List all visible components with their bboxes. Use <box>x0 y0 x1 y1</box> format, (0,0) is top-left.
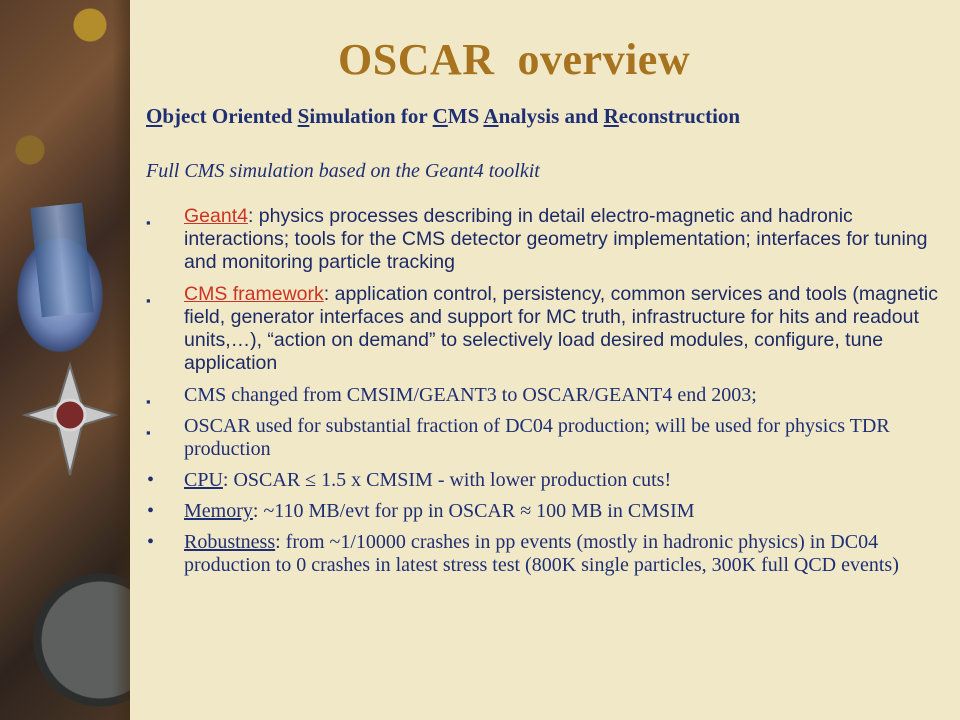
subtitle-text: imulation for <box>309 104 433 128</box>
memory-label: Memory <box>184 500 253 522</box>
bullet-cpu <box>146 469 951 492</box>
subtitle-text: MS <box>447 104 484 128</box>
medal-cross-icon <box>20 360 120 480</box>
subtitle-text: nalysis and <box>498 104 604 128</box>
bullet-text: : ~110 MB/evt for pp in OSCAR ≈ 100 MB in CMSIM <box>252 500 695 522</box>
bullet-memory <box>146 500 951 523</box>
bullet-text: : application control, persistency, common services and tools (magnetic field, generator interfaces and support for MC truth, infrastructure for hits and readout units,…), “action on demand” to selectively load desired modules, configure, tune application <box>184 283 938 374</box>
square-bullet-icon: ▪ <box>146 425 151 440</box>
bullet-cms-framework <box>146 283 951 375</box>
bullet-robustness <box>146 531 951 577</box>
slide-subtitle <box>146 104 740 129</box>
square-bullet-icon: ▪ <box>146 215 151 230</box>
robustness-label: Robustness <box>184 531 276 553</box>
bullet-text: : from ~1/10000 crashes in pp events (mostly in hadronic physics) in DC04 production to 0 crashes in latest stress test (800K single particles, 300K full QCD events) <box>184 531 899 576</box>
bullet-text: : physics processes describing in detail electro-magnetic and hadronic interactions; tools for the CMS detector geometry implementation; interfaces for tuning and monitoring particle tracking <box>184 205 928 273</box>
slide-decoration-image <box>0 0 130 720</box>
round-bullet-icon: • <box>147 531 155 553</box>
square-bullet-icon: ▪ <box>146 293 151 308</box>
ribbon-decoration <box>30 203 93 318</box>
round-bullet-icon: • <box>147 500 155 522</box>
bullet-geant4 <box>146 205 951 274</box>
bullet-text: : OSCAR ≤ 1.5 x CMSIM - with lower production cuts! <box>222 469 672 491</box>
square-bullet-icon: ▪ <box>146 394 151 409</box>
acronym-letter: R <box>603 104 619 128</box>
acronym-letter: C <box>432 104 448 128</box>
bullet-text: CMS changed from CMSIM/GEANT3 to OSCAR/GEANT4 end 2003; <box>184 384 757 406</box>
subtitle-text: econstruction <box>618 104 741 128</box>
bullet-list <box>146 205 951 577</box>
acronym-letter: A <box>483 104 499 128</box>
round-bullet-icon: • <box>147 469 155 491</box>
edge-shadow <box>112 0 130 720</box>
slide-title: OSCAR overview <box>338 35 691 84</box>
cms-framework-link[interactable]: CMS framework <box>184 283 324 305</box>
bullet-text: OSCAR used for substantial fraction of DC04 production; will be used for physics TDR production <box>184 415 890 460</box>
subtitle-text: bject Oriented <box>162 104 298 128</box>
acronym-letter: S <box>297 104 310 128</box>
intro-text: Full CMS simulation based on the Geant4 toolkit <box>146 160 540 182</box>
cpu-label: CPU <box>184 469 223 491</box>
bullet-cms-changed <box>146 384 951 407</box>
bullet-oscar-used <box>146 415 951 461</box>
acronym-letter: O <box>146 104 163 128</box>
geant4-link[interactable]: Geant4 <box>184 205 248 227</box>
